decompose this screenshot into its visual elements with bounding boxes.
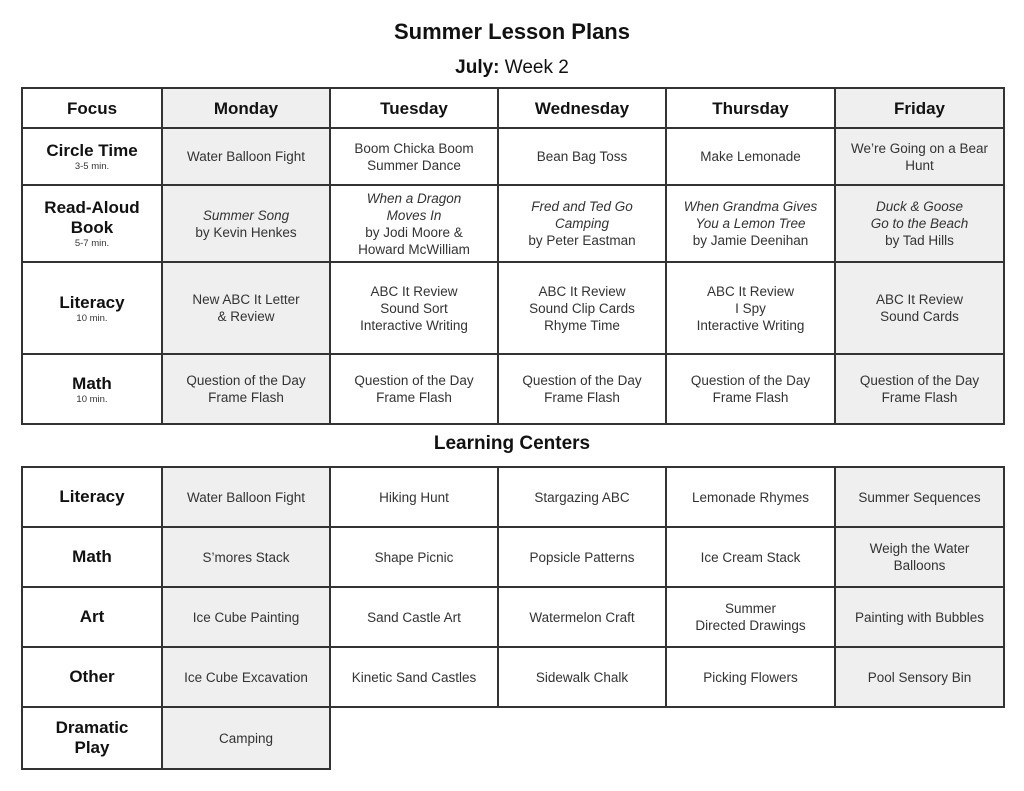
- center-activity: Sand Castle Art: [367, 609, 461, 625]
- plan-cell: [330, 185, 498, 262]
- focus-name: Circle Time: [46, 141, 138, 160]
- plan-cell: [162, 262, 330, 354]
- center-activity: Camping: [218, 730, 274, 746]
- center-activity: Ice Cube Excavation: [184, 669, 308, 685]
- center-cell: [835, 467, 1004, 527]
- empty-cell: [498, 707, 666, 769]
- activity-text: Question of the Day: [690, 373, 811, 388]
- center-cell: [330, 647, 498, 707]
- activity-text: Sound Clip Cards: [529, 300, 635, 316]
- activity-text: Bean Bag Toss: [536, 149, 628, 164]
- lesson-plan-table: [21, 87, 1005, 425]
- center-label: [22, 527, 162, 587]
- plan-cell: [498, 128, 666, 185]
- center-activity: Watermelon Craft: [529, 609, 635, 625]
- center-activity: Popsicle Patterns: [529, 549, 635, 565]
- book-title: Moves In: [386, 207, 442, 223]
- center-activity: Summer Sequences: [858, 489, 981, 505]
- center-cell: [162, 707, 330, 769]
- page-subtitle: [0, 57, 1024, 79]
- activity-text: ABC It Review: [706, 283, 795, 299]
- center-cell: [498, 647, 666, 707]
- book-author: by Jodi Moore &: [365, 224, 463, 240]
- center-activity: Weigh the Water: [869, 541, 970, 556]
- activity-text: & Review: [217, 309, 275, 324]
- focus-duration: 3-5 min.: [74, 161, 110, 172]
- activity-text: Hunt: [905, 157, 934, 173]
- center-label: [22, 467, 162, 527]
- plan-cell: [498, 262, 666, 354]
- activity-text: Question of the Day: [186, 373, 306, 388]
- plan-cell: [162, 185, 330, 262]
- center-cell: [162, 467, 330, 527]
- empty-cell: [835, 707, 1004, 769]
- plan-cell: [835, 185, 1004, 262]
- focus-label: [22, 262, 162, 354]
- center-cell: [666, 527, 835, 587]
- center-activity: S’mores Stack: [202, 549, 290, 565]
- column-header: Thursday: [666, 88, 835, 128]
- book-author: by Tad Hills: [885, 233, 954, 248]
- focus-duration: 10 min.: [76, 312, 108, 324]
- activity-text: ABC It Review: [370, 283, 458, 299]
- center-row: [22, 707, 1004, 769]
- header-row: [22, 88, 1004, 128]
- activity-text: Sound Cards: [880, 309, 959, 324]
- subtitle-month: July:: [455, 57, 500, 78]
- center-activity: Summer: [724, 601, 776, 616]
- center-row: [22, 587, 1004, 647]
- center-activity: Hiking Hunt: [379, 489, 449, 505]
- center-cell: [666, 587, 835, 647]
- activity-text: Frame Flash: [881, 390, 958, 405]
- subtitle-week: Week 2: [499, 57, 569, 78]
- focus-name: Math: [72, 373, 112, 393]
- column-header: Tuesday: [330, 88, 498, 128]
- focus-label: [22, 354, 162, 424]
- activity-text: New ABC It Letter: [192, 292, 300, 307]
- book-author: by Jamie Deenihan: [692, 233, 809, 248]
- center-name: Other: [69, 667, 115, 686]
- activity-text: Frame Flash: [208, 390, 284, 405]
- empty-cell: [330, 707, 498, 769]
- activity-text: ABC It Review: [875, 292, 964, 307]
- activity-text: Interactive Writing: [360, 317, 468, 333]
- plan-cell: [666, 128, 835, 185]
- plan-cell: [330, 128, 498, 185]
- plan-row: [22, 185, 1004, 262]
- center-cell: [498, 467, 666, 527]
- center-name: Art: [79, 607, 105, 626]
- activity-text: Question of the Day: [859, 373, 980, 388]
- center-cell: [498, 527, 666, 587]
- activity-text: Water Balloon Fight: [186, 149, 306, 164]
- plan-cell: [835, 262, 1004, 354]
- center-row: [22, 527, 1004, 587]
- book-title: Summer Song: [202, 207, 290, 223]
- focus-name: Literacy: [59, 292, 125, 312]
- center-cell: [835, 527, 1004, 587]
- plan-cell: [835, 128, 1004, 185]
- activity-text: Question of the Day: [354, 373, 474, 388]
- center-cell: [666, 467, 835, 527]
- activity-text: Rhyme Time: [544, 317, 620, 333]
- page-title: Summer Lesson Plans: [394, 19, 630, 44]
- book-author: Howard McWilliam: [358, 241, 470, 257]
- center-activity: Ice Cube Painting: [192, 609, 300, 625]
- center-activity: Sidewalk Chalk: [535, 669, 629, 685]
- activity-text: Frame Flash: [376, 390, 452, 405]
- center-activity: Directed Drawings: [695, 618, 806, 633]
- book-title: Duck & Goose: [875, 199, 964, 214]
- column-header: Focus: [22, 88, 162, 128]
- plan-cell: [835, 354, 1004, 424]
- center-label: [22, 587, 162, 647]
- center-activity: Ice Cream Stack: [700, 549, 801, 565]
- center-activity: Water Balloon Fight: [186, 489, 306, 505]
- center-name: Dramatic: [55, 718, 129, 737]
- book-title: You a Lemon Tree: [695, 216, 806, 231]
- center-label: [22, 647, 162, 707]
- column-header: Monday: [162, 88, 330, 128]
- activity-text: ABC It Review: [538, 283, 626, 299]
- learning-centers-title: Learning Centers: [433, 433, 591, 454]
- book-title: When a Dragon: [366, 190, 462, 206]
- center-cell: [835, 587, 1004, 647]
- center-cell: [330, 587, 498, 647]
- plan-row: [22, 354, 1004, 424]
- learning-centers-table: [21, 466, 1005, 770]
- activity-text: Interactive Writing: [696, 317, 805, 333]
- focus-name: Read-Aloud: [44, 198, 140, 217]
- plan-cell: [330, 262, 498, 354]
- center-name: Math: [72, 547, 112, 566]
- book-author: by Peter Eastman: [528, 233, 636, 248]
- plan-cell: [666, 354, 835, 424]
- plan-cell: [498, 354, 666, 424]
- activity-text: I Spy: [735, 300, 766, 316]
- activity-text: We’re Going on a Bear: [850, 140, 989, 156]
- column-header: Wednesday: [498, 88, 666, 128]
- plan-row: [22, 128, 1004, 185]
- center-activity: Stargazing ABC: [534, 489, 630, 505]
- book-title: Go to the Beach: [870, 216, 969, 231]
- center-activity: Kinetic Sand Castles: [351, 669, 477, 685]
- center-activity: Shape Picnic: [374, 549, 454, 565]
- plan-cell: [162, 128, 330, 185]
- plan-row: [22, 262, 1004, 354]
- center-cell: [835, 647, 1004, 707]
- center-name: Literacy: [59, 487, 125, 506]
- focus-duration: 10 min.: [76, 393, 108, 405]
- activity-text: Frame Flash: [544, 390, 620, 405]
- center-cell: [162, 587, 330, 647]
- center-cell: [330, 467, 498, 527]
- center-row: [22, 647, 1004, 707]
- activity-text: Boom Chicka Boom: [354, 140, 474, 156]
- center-row: [22, 467, 1004, 527]
- center-label: [22, 707, 162, 769]
- center-activity: Lemonade Rhymes: [691, 489, 810, 505]
- center-cell: [162, 527, 330, 587]
- book-author: by Kevin Henkes: [195, 224, 297, 240]
- activity-text: Summer Dance: [367, 157, 461, 173]
- activity-text: Make Lemonade: [700, 149, 801, 164]
- center-activity: Pool Sensory Bin: [867, 669, 972, 685]
- column-header: Friday: [835, 88, 1004, 128]
- activity-text: Question of the Day: [522, 373, 642, 388]
- book-title: Fred and Ted Go: [531, 199, 633, 214]
- focus-label: [22, 128, 162, 185]
- center-cell: [666, 647, 835, 707]
- center-cell: [330, 527, 498, 587]
- focus-duration: 5-7 min.: [74, 238, 110, 249]
- center-name: Play: [74, 738, 110, 757]
- plan-cell: [666, 262, 835, 354]
- plan-cell: [666, 185, 835, 262]
- center-cell: [162, 647, 330, 707]
- activity-text: Frame Flash: [712, 390, 789, 405]
- plan-cell: [162, 354, 330, 424]
- center-activity: Picking Flowers: [703, 669, 798, 685]
- activity-text: Sound Sort: [380, 300, 448, 316]
- book-title: When Grandma Gives: [683, 199, 818, 214]
- plan-cell: [498, 185, 666, 262]
- center-activity: Painting with Bubbles: [854, 609, 985, 625]
- book-title: Camping: [554, 216, 610, 231]
- plan-cell: [330, 354, 498, 424]
- focus-label: [22, 185, 162, 262]
- center-activity: Balloons: [893, 558, 946, 573]
- empty-cell: [666, 707, 835, 769]
- center-cell: [498, 587, 666, 647]
- focus-name: Book: [70, 218, 114, 237]
